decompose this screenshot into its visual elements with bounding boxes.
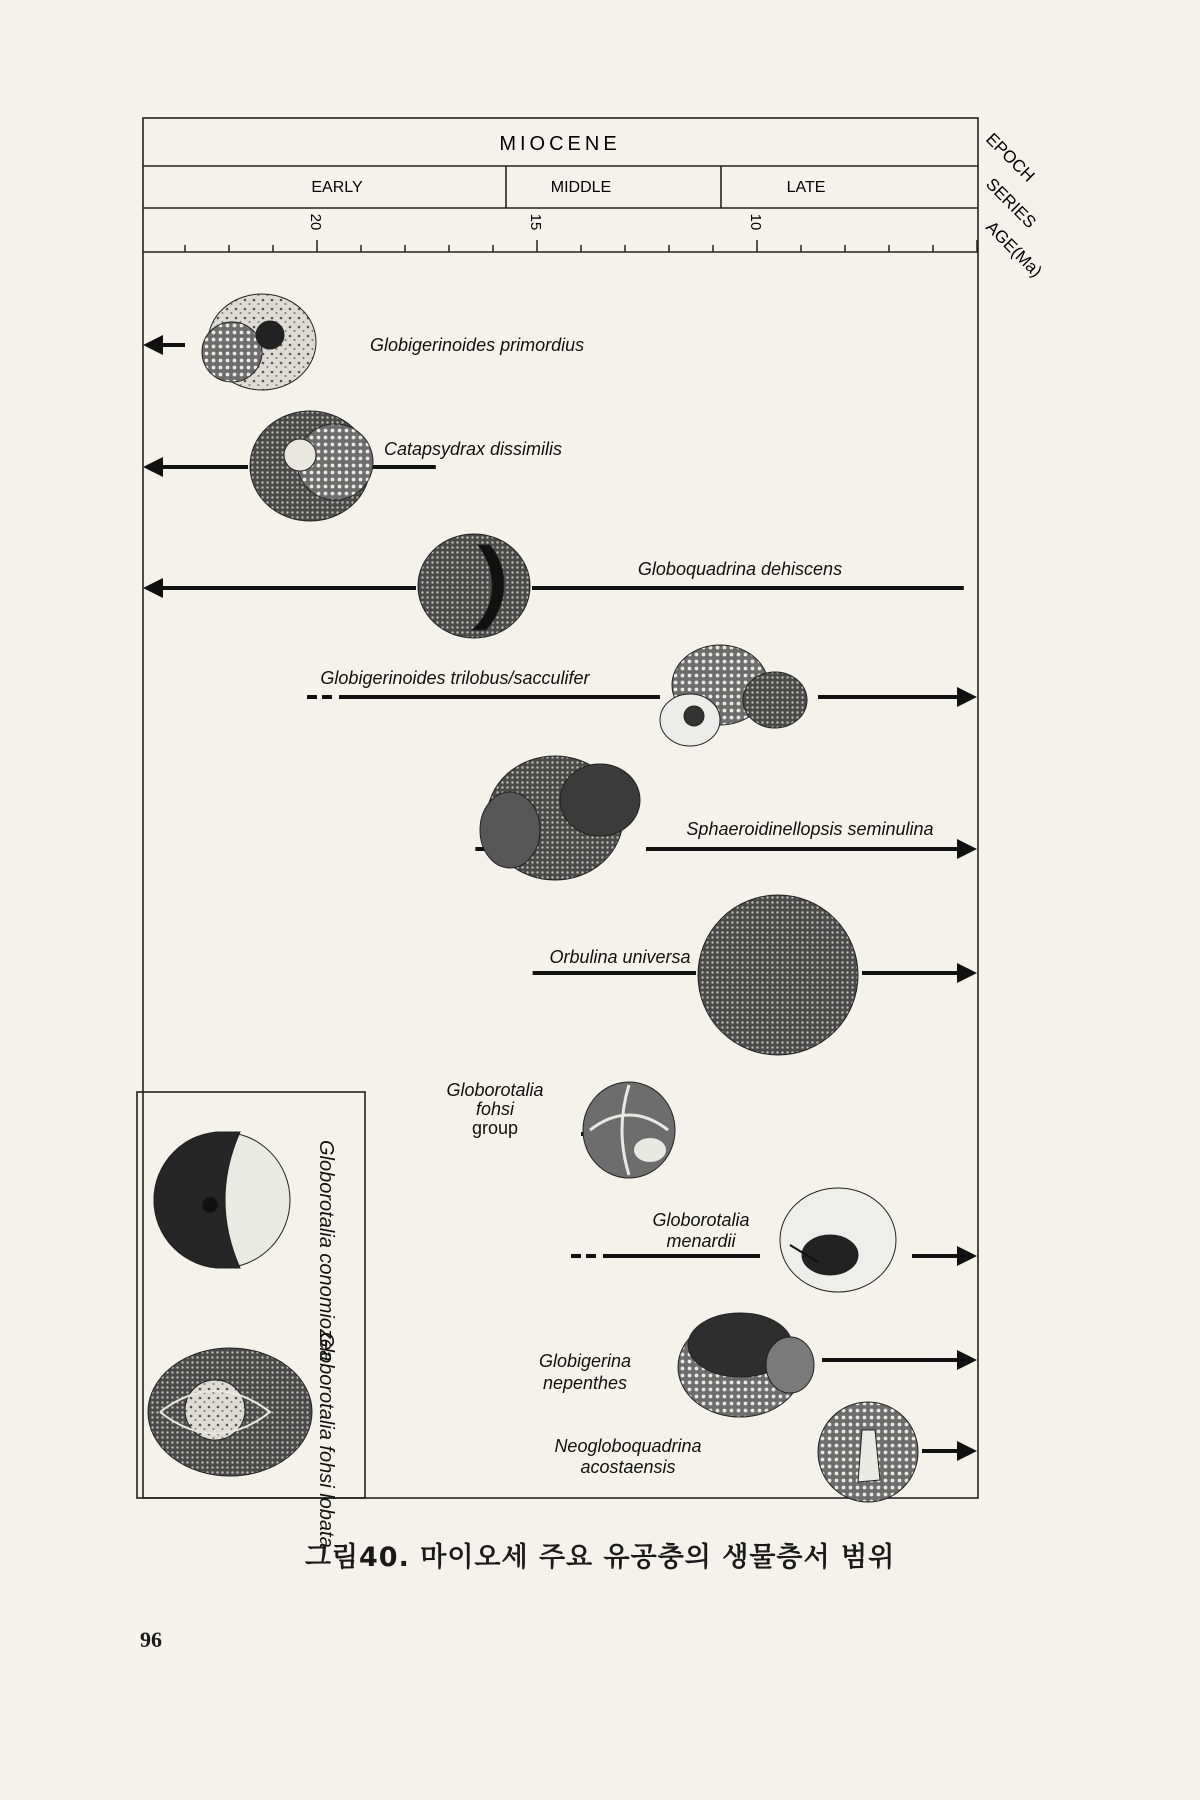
- species-label: Orbulina universa: [549, 947, 691, 967]
- fossil-universa: [698, 895, 858, 1055]
- series-early-label: EARLY: [311, 179, 363, 196]
- series-late-label: LATE: [786, 179, 826, 196]
- fossil-menardii: [780, 1188, 896, 1292]
- fossil-trilobus: [660, 645, 807, 746]
- species-label: Catapsydrax dissimilis: [384, 439, 563, 459]
- series-header-label: SERIES: [982, 174, 1040, 232]
- species-label: menardii: [666, 1231, 736, 1251]
- fossil-images: [202, 294, 918, 1502]
- species-label: group: [471, 1118, 519, 1138]
- species-label: Globorotalia: [652, 1210, 750, 1230]
- fossil-dissimilis: [250, 411, 373, 521]
- inset-label-lobata: Globorotalia fohsi lobata: [315, 1332, 337, 1548]
- fossil-primordius: [202, 294, 316, 390]
- species-label: fohsi: [475, 1099, 515, 1119]
- fossil-conomiozea: [154, 1132, 290, 1268]
- fossil-nepenthes: [678, 1313, 814, 1417]
- species-label: Globigerinoides trilobus/sacculifer: [320, 668, 590, 688]
- species-label: Neogloboquadrina: [554, 1436, 702, 1456]
- series-middle-label: MIDDLE: [550, 179, 612, 196]
- age-header-label: AGE(Ma): [982, 217, 1046, 281]
- species-label: acostaensis: [580, 1457, 676, 1477]
- inset-label-conomiozea: Globorotalia conomiozea: [315, 1140, 337, 1362]
- species-label: nepenthes: [542, 1373, 628, 1393]
- age-tick-label: 20: [307, 213, 324, 231]
- epoch-header-label: EPOCH: [982, 129, 1039, 186]
- age-tick-label: 15: [527, 213, 544, 231]
- species-label: Globigerina: [538, 1351, 632, 1371]
- species-label: Globigerinoides primordius: [370, 335, 585, 355]
- age-axis: [185, 214, 977, 252]
- fossil-lobata: [148, 1348, 312, 1476]
- age-tick-label: 10: [747, 213, 764, 231]
- species-label: Globorotalia: [446, 1080, 544, 1100]
- species-label: Sphaeroidinellopsis seminulina: [686, 819, 934, 839]
- fossil-dehiscens: [418, 534, 530, 638]
- epoch-label: MIOCENE: [499, 133, 621, 155]
- page-number: 96: [140, 1627, 162, 1652]
- figure-caption: 그림40. 마이오세 주요 유공충의 생물층서 범위: [304, 1542, 896, 1573]
- species-labels: [320, 335, 933, 1477]
- inset-box: [137, 1092, 365, 1548]
- species-label: Globoquadrina dehiscens: [637, 559, 843, 579]
- fossil-acostaensis: [818, 1402, 918, 1502]
- fossil-fohsi-group: [583, 1082, 675, 1178]
- fossil-seminulina: [480, 756, 640, 880]
